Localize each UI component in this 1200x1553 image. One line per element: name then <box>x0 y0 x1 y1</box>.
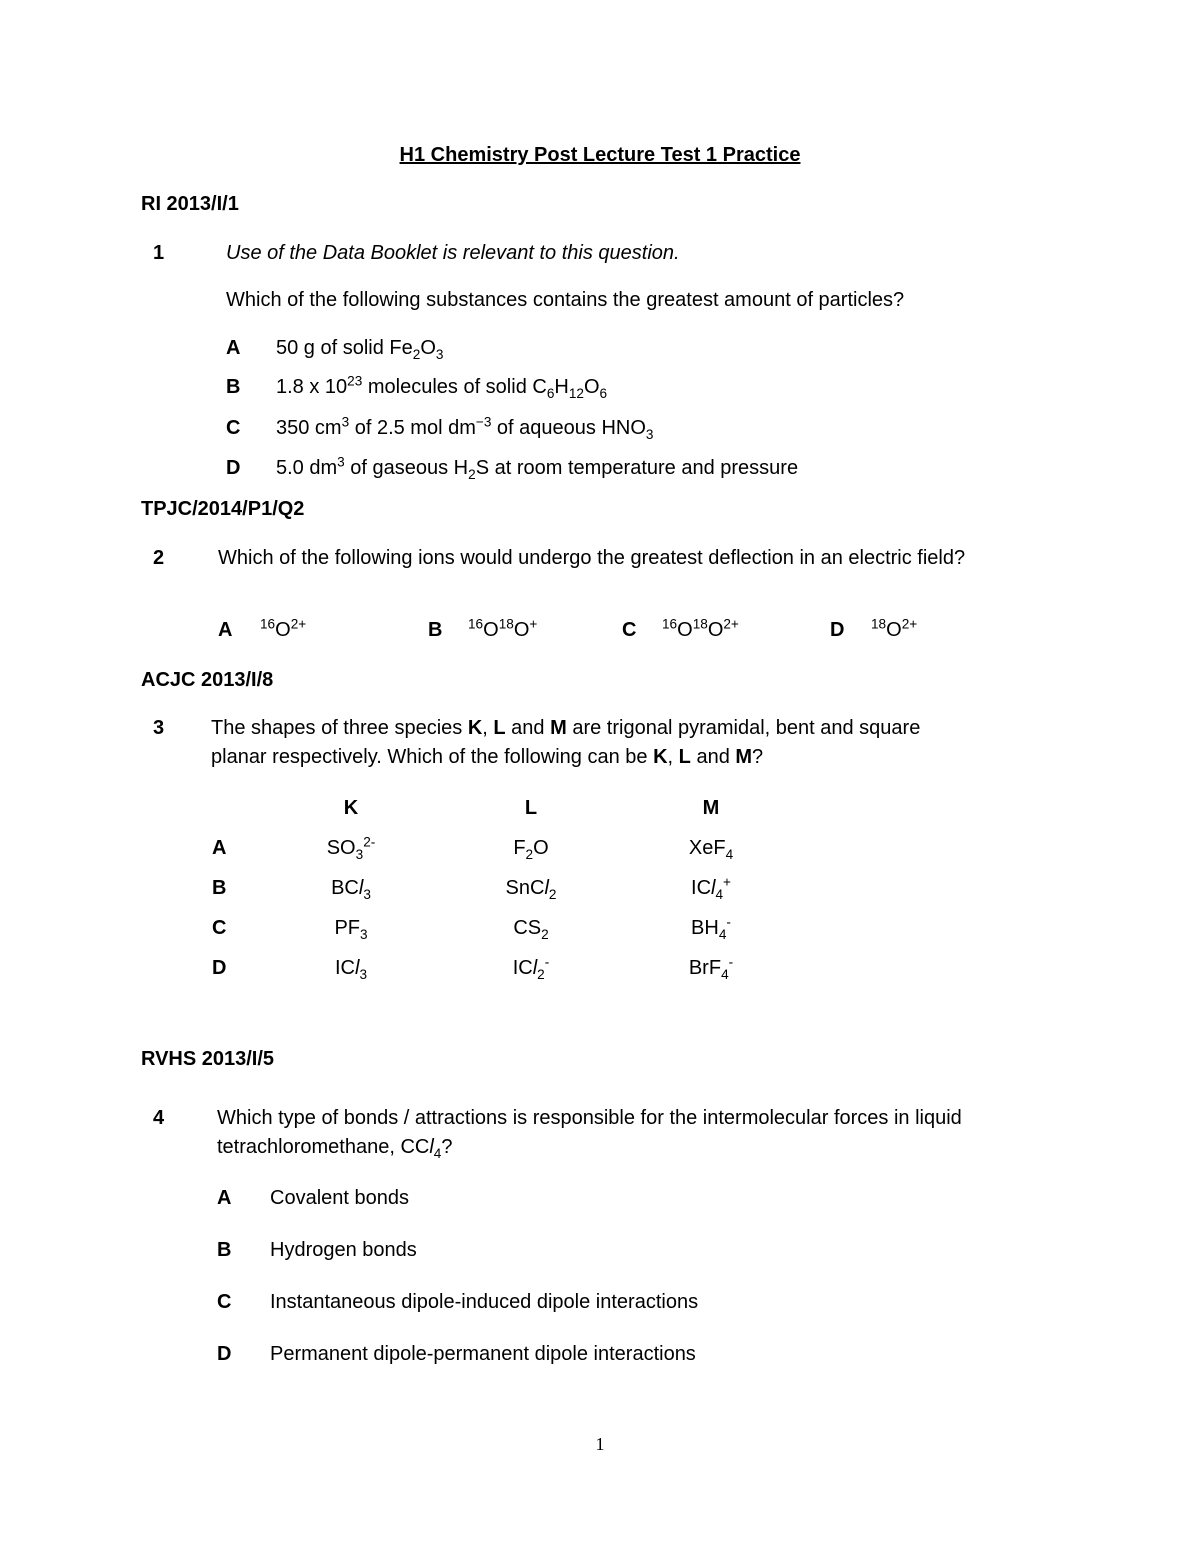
q3-row-c-k: $PF_3$ <box>334 917 368 942</box>
q2-option-a-ion: $^{16}O^{2+}$ <box>260 616 307 641</box>
q3-row-a-k: $SO_3^{2-}$ <box>326 834 376 862</box>
q3-row-d-m: BrF$_4$- <box>688 954 734 982</box>
q3-header-l: L <box>524 797 538 819</box>
q3-stem-line1: The shapes of three species K, L and M are trigonal pyramidal, bent and square <box>211 717 921 739</box>
q1-note: Use of the Data Booklet is relevant to this question. <box>226 242 680 264</box>
q4-option-c-letter: C <box>217 1291 232 1313</box>
q4-stem-line2: tetrachloromethane, CCl$_4$? <box>217 1136 453 1161</box>
q1-number: 1 <box>153 242 165 264</box>
q2-number: 2 <box>153 547 165 569</box>
q1-option-a-letter: A <box>226 337 241 359</box>
q4-option-c-text: Instantaneous dipole-induced dipole interactions <box>270 1291 699 1313</box>
q3-row-b-letter: B <box>212 877 227 899</box>
page-title: H1 Chemistry Post Lecture Test 1 Practice <box>399 144 801 166</box>
q3-number: 3 <box>153 717 165 739</box>
q3-row-c-m: $BH_4^-$ <box>691 914 731 942</box>
q3-row-b-m: ICl$_4$+ <box>691 874 731 902</box>
q2-source: TPJC/2014/P1/Q2 <box>141 498 305 520</box>
q1-option-b-text: 1.8 x $10^{23}$ molecules of solid $C_6H_{12}O_6$ <box>276 373 608 401</box>
q3-row-d-letter: D <box>212 957 227 979</box>
q1-option-c-letter: C <box>226 417 241 439</box>
q3-row-a-m: XeF$_4$ <box>688 837 734 862</box>
q3-row-d-l: ICl$_2$- <box>512 954 550 982</box>
q3-row-b-k: BCl$_3$ <box>331 877 371 902</box>
q3-row-c-letter: C <box>212 917 227 939</box>
q1-stem: Which of the following substances contains the greatest amount of particles? <box>226 289 905 311</box>
q4-source: RVHS 2013/I/5 <box>141 1048 275 1070</box>
q3-row-a-letter: A <box>212 837 227 859</box>
q1-option-a-text: 50 g of solid $Fe_2O_3$ <box>276 337 444 362</box>
q3-row-a-l: $F_2O$ <box>513 837 549 862</box>
q3-header-m: M <box>702 797 720 819</box>
q3-row-c-l: $CS_2$ <box>513 917 549 942</box>
q3-stem-line2: planar respectively. Which of the following can be K, L and M? <box>211 746 764 768</box>
q3-row-b-l: SnCl$_2$ <box>505 877 557 902</box>
q2-stem: Which of the following ions would undergo the greatest deflection in an electric field? <box>218 547 966 569</box>
page-number: 1 <box>595 1434 605 1454</box>
q4-option-a-text: Covalent bonds <box>270 1187 409 1209</box>
q3-row-d-k: ICl$_3$ <box>334 957 368 982</box>
q2-option-a-letter: A <box>218 619 233 641</box>
q2-option-c-letter: C <box>622 619 637 641</box>
q4-option-d-letter: D <box>217 1343 232 1365</box>
q2-option-b-ion: $^{16}O^{18}O^+$ <box>468 616 538 641</box>
q1-option-d-letter: D <box>226 457 241 479</box>
q3-source: ACJC 2013/I/8 <box>141 669 274 691</box>
q4-option-d-text: Permanent dipole-permanent dipole interactions <box>270 1343 696 1365</box>
q4-option-b-letter: B <box>217 1239 232 1261</box>
q3-header-k: K <box>343 797 359 819</box>
q1-option-d-text: 5.0 $dm^3$ of gaseous $H_2S$ at room temperature and pressure <box>276 454 799 482</box>
q2-option-c-ion: $^{16}O^{18}O^{2+}$ <box>662 616 739 641</box>
q1-source: RI 2013/I/1 <box>141 193 239 215</box>
q2-option-d-letter: D <box>830 619 845 641</box>
q4-stem-line1: Which type of bonds / attractions is responsible for the intermolecular forces in liquid <box>217 1107 962 1129</box>
q4-number: 4 <box>153 1107 165 1129</box>
q2-option-d-ion: $^{18}O^{2+}$ <box>871 616 918 641</box>
q1-option-b-letter: B <box>226 376 241 398</box>
q4-option-a-letter: A <box>217 1187 232 1209</box>
q2-option-b-letter: B <box>428 619 443 641</box>
q1-option-c-text: 350 $cm^3$ of 2.5 mol $dm^{-3}$ of aqueous $HNO_3$ <box>276 414 654 442</box>
q4-option-b-text: Hydrogen bonds <box>270 1239 417 1261</box>
